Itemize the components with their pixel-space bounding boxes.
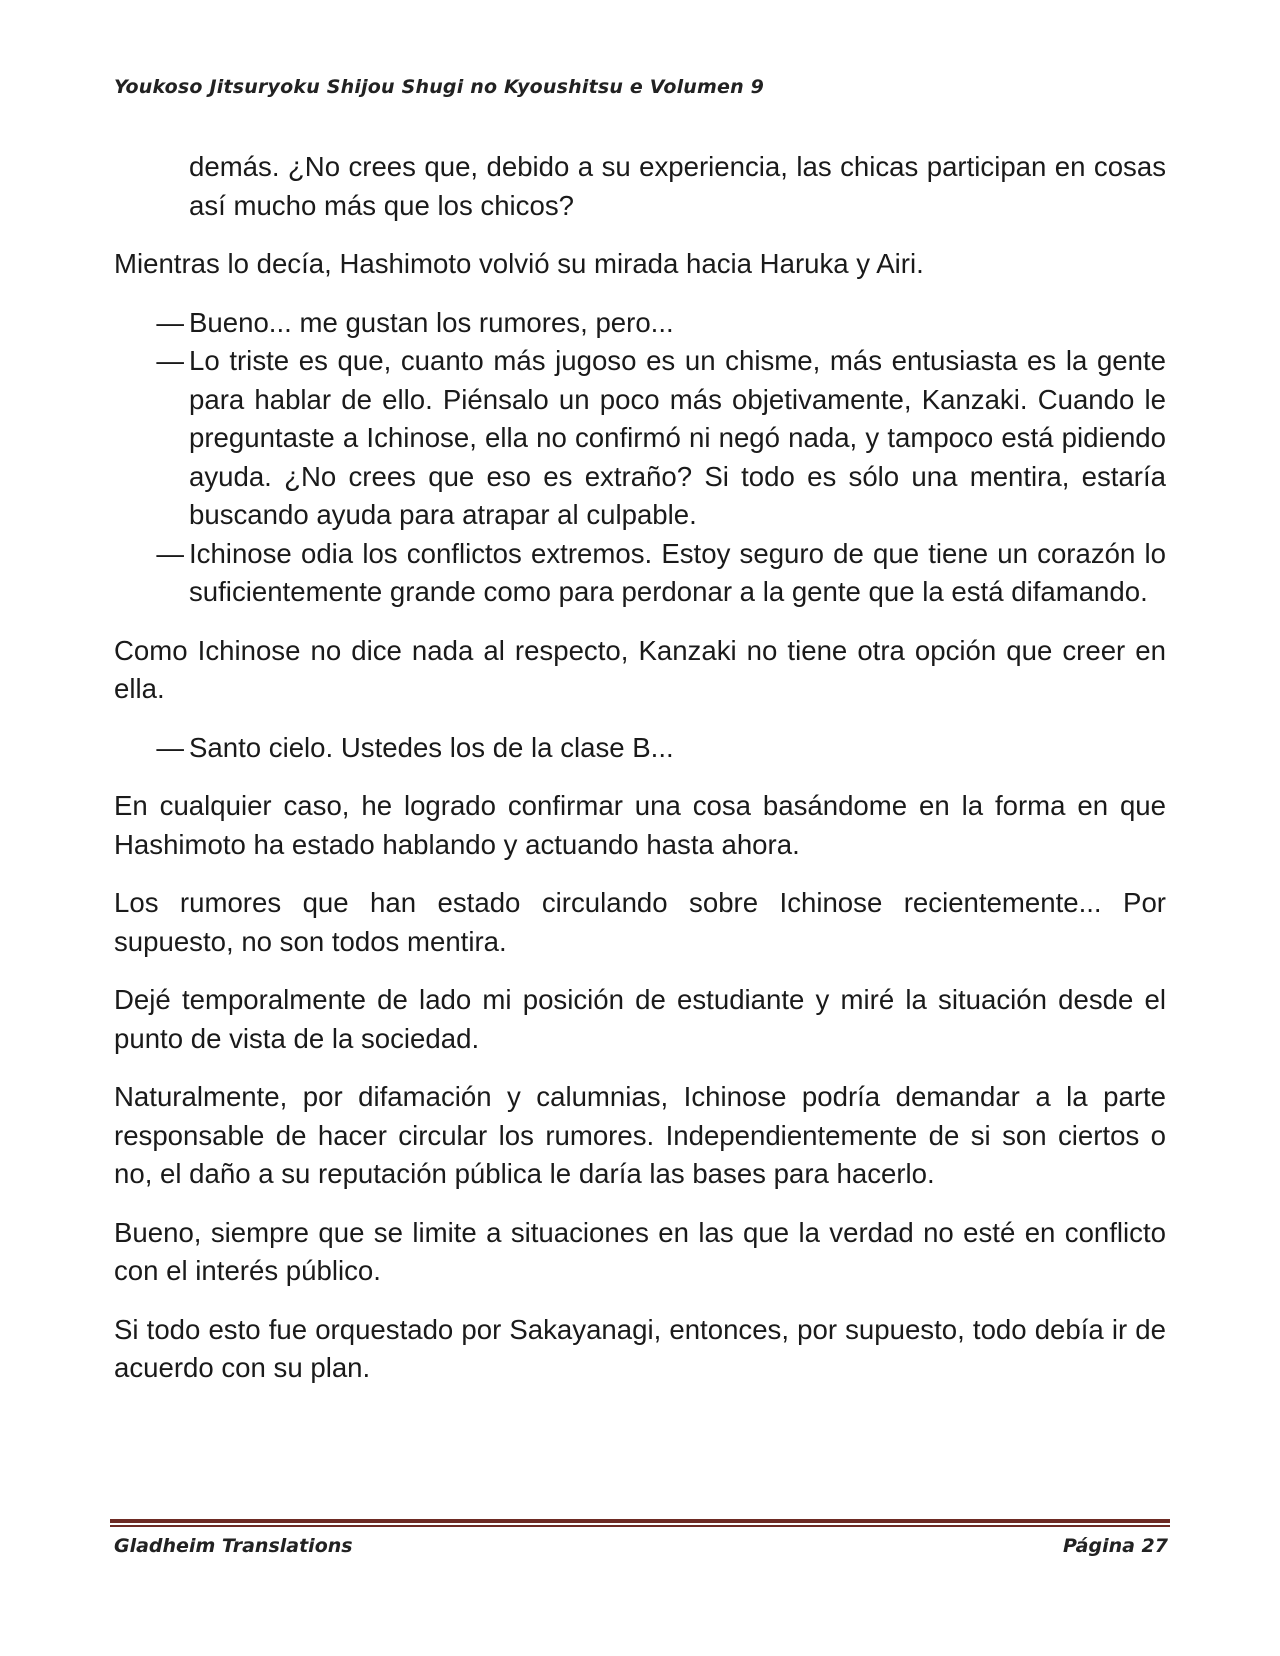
- page-number: Página 27: [1062, 1535, 1168, 1557]
- dialogue-text: Bueno... me gustan los rumores, pero...: [189, 306, 674, 338]
- em-dash: —: [156, 731, 184, 763]
- em-dash: —: [156, 306, 184, 338]
- dialogue-block: [114, 729, 1166, 768]
- dialogue-text: Ichinose odia los conflictos extremos. Estoy seguro de que tiene un corazón lo suficientemente grande como para perdonar a la gente que la está difamando.: [189, 537, 1166, 607]
- dialogue-line: [114, 342, 1166, 535]
- dialogue-text: Lo triste es que, cuanto más jugoso es un chisme, más entusiasta es la gente para hablar de ello. Piénsalo un poco más objetivamente, Kanzaki. Cuando le preguntaste a Ichinose, ella no confirmó ni negó nada, y tampoco está pidiendo ayuda. ¿No crees que eso es extraño? Si todo es sólo una mentira, estaría buscando ayuda para atrapar al culpable.: [189, 345, 1166, 530]
- dialogue-block: [114, 304, 1166, 612]
- paragraph: Mientras lo decía, Hashimoto volvió su mirada hacia Haruka y Airi.: [114, 248, 924, 279]
- paragraph: Naturalmente, por difamación y calumnias, Ichinose podría demandar a la parte responsable de hacer circular los rumores. Independientemente de si son ciertos o no, el daño a su reputación pública le daría las bases para hacerlo.: [114, 1081, 1166, 1189]
- paragraph: En cualquier caso, he logrado confirmar una cosa basándome en la forma en que Hashimoto ha estado hablando y actuando hasta ahora.: [114, 790, 1166, 860]
- dialogue-text: Santo cielo. Ustedes los de la clase B...: [189, 731, 674, 763]
- header-title: Youkoso Jitsuryoku Shijou Shugi no Kyoushitsu e Volumen 9: [114, 76, 765, 98]
- dialogue-line: [114, 729, 1166, 768]
- dialogue-line: [114, 304, 1166, 343]
- footer-credit: Gladheim Translations: [114, 1535, 353, 1557]
- paragraph: Los rumores que han estado circulando sobre Ichinose recientemente... Por supuesto, no son todos mentira.: [114, 887, 1166, 957]
- paragraph: Si todo esto fue orquestado por Sakayanagi, entonces, por supuesto, todo debía ir de acuerdo con su plan.: [114, 1313, 1166, 1383]
- dialogue-line: [114, 535, 1166, 612]
- paragraph-continuation: demás. ¿No crees que, debido a su experiencia, las chicas participan en cosas así mucho más que los chicos?: [189, 151, 1166, 221]
- paragraph: Como Ichinose no dice nada al respecto, Kanzaki no tiene otra opción que creer en ella.: [114, 634, 1166, 704]
- em-dash: —: [156, 345, 184, 376]
- paragraph: Bueno, siempre que se limite a situaciones en las que la verdad no esté en conflicto con el interés público.: [114, 1216, 1166, 1286]
- em-dash: —: [156, 537, 184, 569]
- page-body: [114, 148, 1166, 1408]
- footer-divider: [110, 1519, 1170, 1527]
- paragraph: Dejé temporalmente de lado mi posición de estudiante y miré la situación desde el punto de vista de la sociedad.: [114, 984, 1166, 1054]
